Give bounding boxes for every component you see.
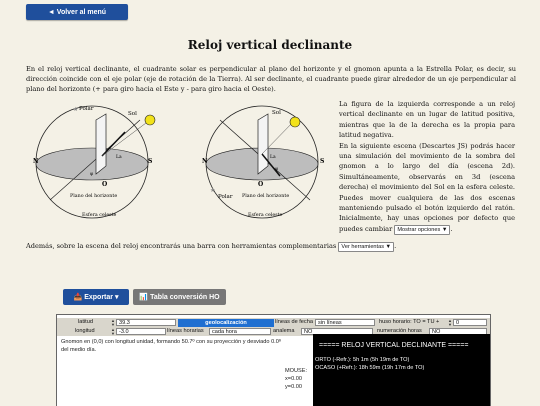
longitude-label: longitud <box>75 328 95 334</box>
gnomon-info: Gnomon en (0,0) con longitud unidad, formando 50.7º con su proyección y desviado 0.0º del medio día. <box>61 339 281 353</box>
latitude-input[interactable]: 39.3 <box>116 319 176 326</box>
mouse-label: MOUSE: <box>285 368 308 374</box>
sun-icon <box>145 115 155 125</box>
fig-la-label: La <box>116 155 122 160</box>
fig-plano-label: Plano del horizonte <box>70 194 118 199</box>
timezone-label: huso horario: TO = TU + <box>379 319 440 325</box>
show-options-select[interactable]: Mostrar opciones ▼ <box>394 225 450 235</box>
sundial-figures <box>30 100 330 224</box>
export-button[interactable]: 📥 Exportar ▾ <box>63 289 129 305</box>
dial-plate <box>96 114 106 174</box>
timezone-input[interactable]: 0 <box>453 319 487 326</box>
fig-plano-label: Plano del horizonte <box>242 194 290 199</box>
controls-row-1 <box>57 318 490 327</box>
tools-paragraph: Además, sobre la escena del reloj encontrarás una barra con herramientas complementarias Ver herramientas ▼ . <box>26 242 397 250</box>
fig-n-label: N <box>33 158 39 165</box>
hour-lines-select[interactable]: cada hora <box>209 328 271 336</box>
longitude-input[interactable]: -3.0 <box>116 328 166 335</box>
page-title: Reloj vertical declinante <box>187 38 353 52</box>
dial-plate <box>258 114 268 174</box>
fig-o-label: O <box>102 181 108 188</box>
fig-sol-label: Sol <box>128 111 137 117</box>
fig-o-label: O <box>258 181 264 188</box>
mouse-y: y=0.00 <box>285 384 302 390</box>
fig-esfera-label: Esfera celeste <box>82 213 117 218</box>
show-tools-select[interactable]: Ver herramientas ▼ <box>338 242 394 252</box>
polar-star-icon: ★ <box>73 106 79 113</box>
latitude-label: latitud <box>78 319 93 325</box>
intro-paragraph: En el reloj vertical declinante, el cuadrante solar es perpendicular al plano del horizonte y el gnomon apunta a la Estrella Polar, es decir, su dirección coincide con el eje polar (eje de rotación de la Tierra). Al ser declinante, el cuadrante puede girar alrededor de un eje perpendicular al plano del horizonte (+ para giro hacia el Este y - para giro hacia el Oeste). <box>26 65 516 93</box>
results-title: ===== RELOJ VERTICAL DECLINANTE ===== <box>319 342 469 349</box>
back-to-menu-button[interactable]: ◄ Volver al menú <box>26 4 128 20</box>
side-paragraph-1: La figura de la izquierda corresponde a un reloj vertical declinante en un lugar de latitud positiva, mientras que la de la derecha es la propia para latitud negativa. <box>339 100 515 140</box>
conversion-table-button[interactable]: 📊 Tabla conversión HO <box>133 289 226 305</box>
sun-icon <box>290 117 300 127</box>
sunset-line: OCASO (+Refr.): 18h 59m (19h 17m de TO) <box>315 365 425 371</box>
hour-numbering-select[interactable]: NO <box>429 328 487 336</box>
fig-phi-label: φ <box>275 167 279 172</box>
timezone-stepper[interactable]: ▲ ▼ <box>448 317 452 327</box>
fig-esfera-label: Esfera celeste <box>248 213 283 218</box>
analemma-select[interactable]: NO <box>301 328 373 336</box>
mouse-readout <box>285 367 307 391</box>
geolocation-button[interactable]: geolocalización <box>178 319 274 327</box>
fig-polar-label: Polar <box>218 194 233 200</box>
date-lines-select[interactable]: sin líneas <box>315 319 375 327</box>
sunrise-line: ORTO (-Refr.): 5h 1m (5h 19m de TO) <box>315 357 410 363</box>
date-lines-label: líneas de fecha <box>275 319 313 325</box>
left-figure <box>33 106 155 218</box>
right-figure <box>202 106 324 218</box>
fig-phi-label: φ <box>90 172 94 177</box>
fig-s-label: S <box>148 158 153 165</box>
fig-la-label: La <box>270 155 276 160</box>
hour-lines-label: líneas horarias <box>167 328 204 334</box>
fig-s-label: S <box>320 158 325 165</box>
fig-n-label: N <box>202 158 208 165</box>
fig-sol-label: Sol <box>272 110 281 116</box>
fig-polar-label: Polar <box>79 106 94 112</box>
analemma-label: analema <box>273 328 295 334</box>
descartes-scene[interactable] <box>56 314 491 406</box>
longitude-stepper[interactable]: ▲ ▼ <box>111 326 115 336</box>
results-panel[interactable] <box>313 334 490 406</box>
mouse-x: x=0.00 <box>285 376 302 382</box>
description-side <box>339 99 515 235</box>
side-paragraph-2: En la siguiente escena (Descartes JS) podrás hacer una simulación del movimiento de la sombra del gnomon a lo largo del día (escena 2d). Simultáneamente, observarás en 3d (escena derecha) el movimiento del Sol en la esfera celeste. Puedes mover cualquiera de las dos escenas manteniendo pulsado el botón izquierdo del ratón. Inicialmente, hay unas opciones por defecto que puedes cambiar Mostrar opciones ▼ . <box>339 141 515 233</box>
latitude-stepper[interactable]: ▲ ▼ <box>111 317 115 327</box>
hour-numbering-label: numeración horas <box>377 328 422 334</box>
polar-star-icon: ★ <box>210 187 216 194</box>
